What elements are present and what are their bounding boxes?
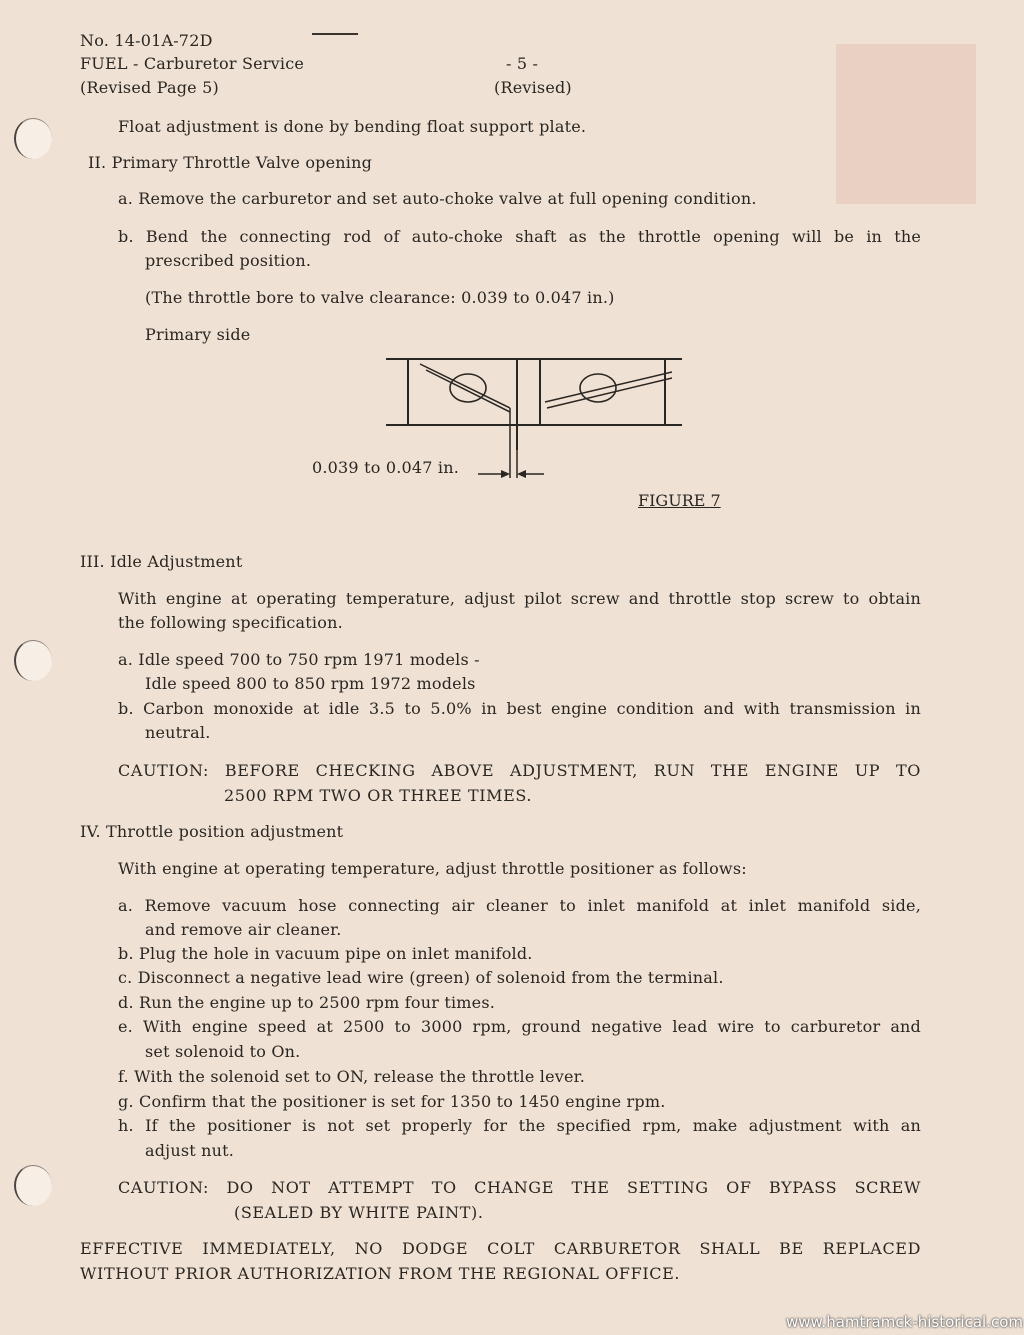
section-4-item-d: d. Run the engine up to 2500 rpm four times.: [118, 993, 496, 1012]
section-2-item-b-line-1: b. Bend the connecting rod of auto-choke shaft as the throttle opening will be in the: [118, 227, 921, 246]
section-4-heading: IV. Throttle position adjustment: [80, 822, 344, 841]
float-note: Float adjustment is done by bending float support plate.: [118, 117, 587, 136]
secondary-valve-shaft: [580, 374, 616, 402]
section-4-item-b: b. Plug the hole in vacuum pipe on inlet manifold.: [118, 944, 533, 963]
doc-subject: FUEL - Carburetor Service: [80, 54, 305, 73]
clearance-dimension-label: 0.039 to 0.047 in.: [312, 458, 460, 477]
dimension-arrow-right: [517, 470, 526, 478]
section-3-item-b-line-1: b. Carbon monoxide at idle 3.5 to 5.0% in best engine condition and with transmission in: [118, 699, 921, 718]
section-2-item-a: a. Remove the carburetor and set auto-choke valve at full opening condition.: [118, 189, 757, 208]
figure-caption: FIGURE 7: [638, 491, 721, 510]
red-stamp-bleed: [836, 44, 976, 204]
revised-page-note: (Revised Page 5): [80, 78, 219, 97]
section-4-item-e-line-2: set solenoid to On.: [145, 1042, 301, 1061]
section-3-item-a-line-1: a. Idle speed 700 to 750 rpm 1971 models -: [118, 650, 480, 669]
notice-line-2: WITHOUT PRIOR AUTHORIZATION FROM THE REGIONAL OFFICE.: [80, 1264, 681, 1283]
primary-valve-plate-edge: [426, 370, 510, 412]
section-4-caution-line-1: CAUTION: DO NOT ATTEMPT TO CHANGE THE SETTING OF BYPASS SCREW: [118, 1178, 921, 1197]
section-4-item-a-line-2: and remove air cleaner.: [145, 920, 342, 939]
section-4-item-h-line-2: adjust nut.: [145, 1141, 235, 1160]
primary-side-label: Primary side: [145, 325, 251, 344]
section-3-caution-line-2: 2500 RPM TWO OR THREE TIMES.: [224, 786, 533, 805]
section-4-item-h-line-1: h. If the positioner is not set properly for the specified rpm, make adjustment with an: [118, 1116, 921, 1135]
punch-hole: [14, 118, 52, 159]
punch-hole: [14, 1165, 52, 1206]
section-4-item-a-line-1: a. Remove vacuum hose connecting air cleaner to inlet manifold at inlet manifold side,: [118, 896, 921, 915]
section-4-item-e-line-1: e. With engine speed at 2500 to 3000 rpm, ground negative lead wire to carburetor and: [118, 1017, 921, 1036]
dimension-arrow-left: [501, 470, 510, 478]
section-3-item-a-line-2: Idle speed 800 to 850 rpm 1972 models: [145, 674, 476, 693]
section-4-item-f: f. With the solenoid set to ON, release the throttle lever.: [118, 1067, 586, 1086]
section-2-heading: II. Primary Throttle Valve opening: [88, 153, 373, 172]
section-3-heading: III. Idle Adjustment: [80, 552, 243, 571]
section-2-item-b-line-2: prescribed position.: [145, 251, 312, 270]
clearance-note: (The throttle bore to valve clearance: 0.039 to 0.047 in.): [145, 288, 615, 307]
section-4-caution-line-2: (SEALED BY WHITE PAINT).: [234, 1203, 484, 1222]
revised-label: (Revised): [494, 78, 572, 97]
section-3-intro-line-2: the following specification.: [118, 613, 343, 632]
site-watermark: www.hamtramck-historical.com: [786, 1313, 1023, 1331]
section-4-item-c: c. Disconnect a negative lead wire (green) of solenoid from the terminal.: [118, 968, 724, 987]
secondary-valve-plate-edge: [547, 378, 672, 408]
notice-line-1: EFFECTIVE IMMEDIATELY, NO DODGE COLT CARBURETOR SHALL BE REPLACED: [80, 1239, 921, 1258]
section-3-item-b-line-2: neutral.: [145, 723, 211, 742]
section-4-item-g: g. Confirm that the positioner is set for 1350 to 1450 engine rpm.: [118, 1092, 666, 1111]
section-3-caution-line-1: CAUTION: BEFORE CHECKING ABOVE ADJUSTMENT, RUN THE ENGINE UP TO: [118, 761, 921, 780]
section-3-intro-line-1: With engine at operating temperature, adjust pilot screw and throttle stop screw to obtain: [118, 589, 921, 608]
page-number: - 5 -: [506, 54, 539, 73]
header-rule: [312, 33, 358, 35]
section-4-intro: With engine at operating temperature, adjust throttle positioner as follows:: [118, 859, 747, 878]
punch-hole: [14, 640, 52, 681]
doc-number: No. 14-01A-72D: [80, 31, 213, 50]
